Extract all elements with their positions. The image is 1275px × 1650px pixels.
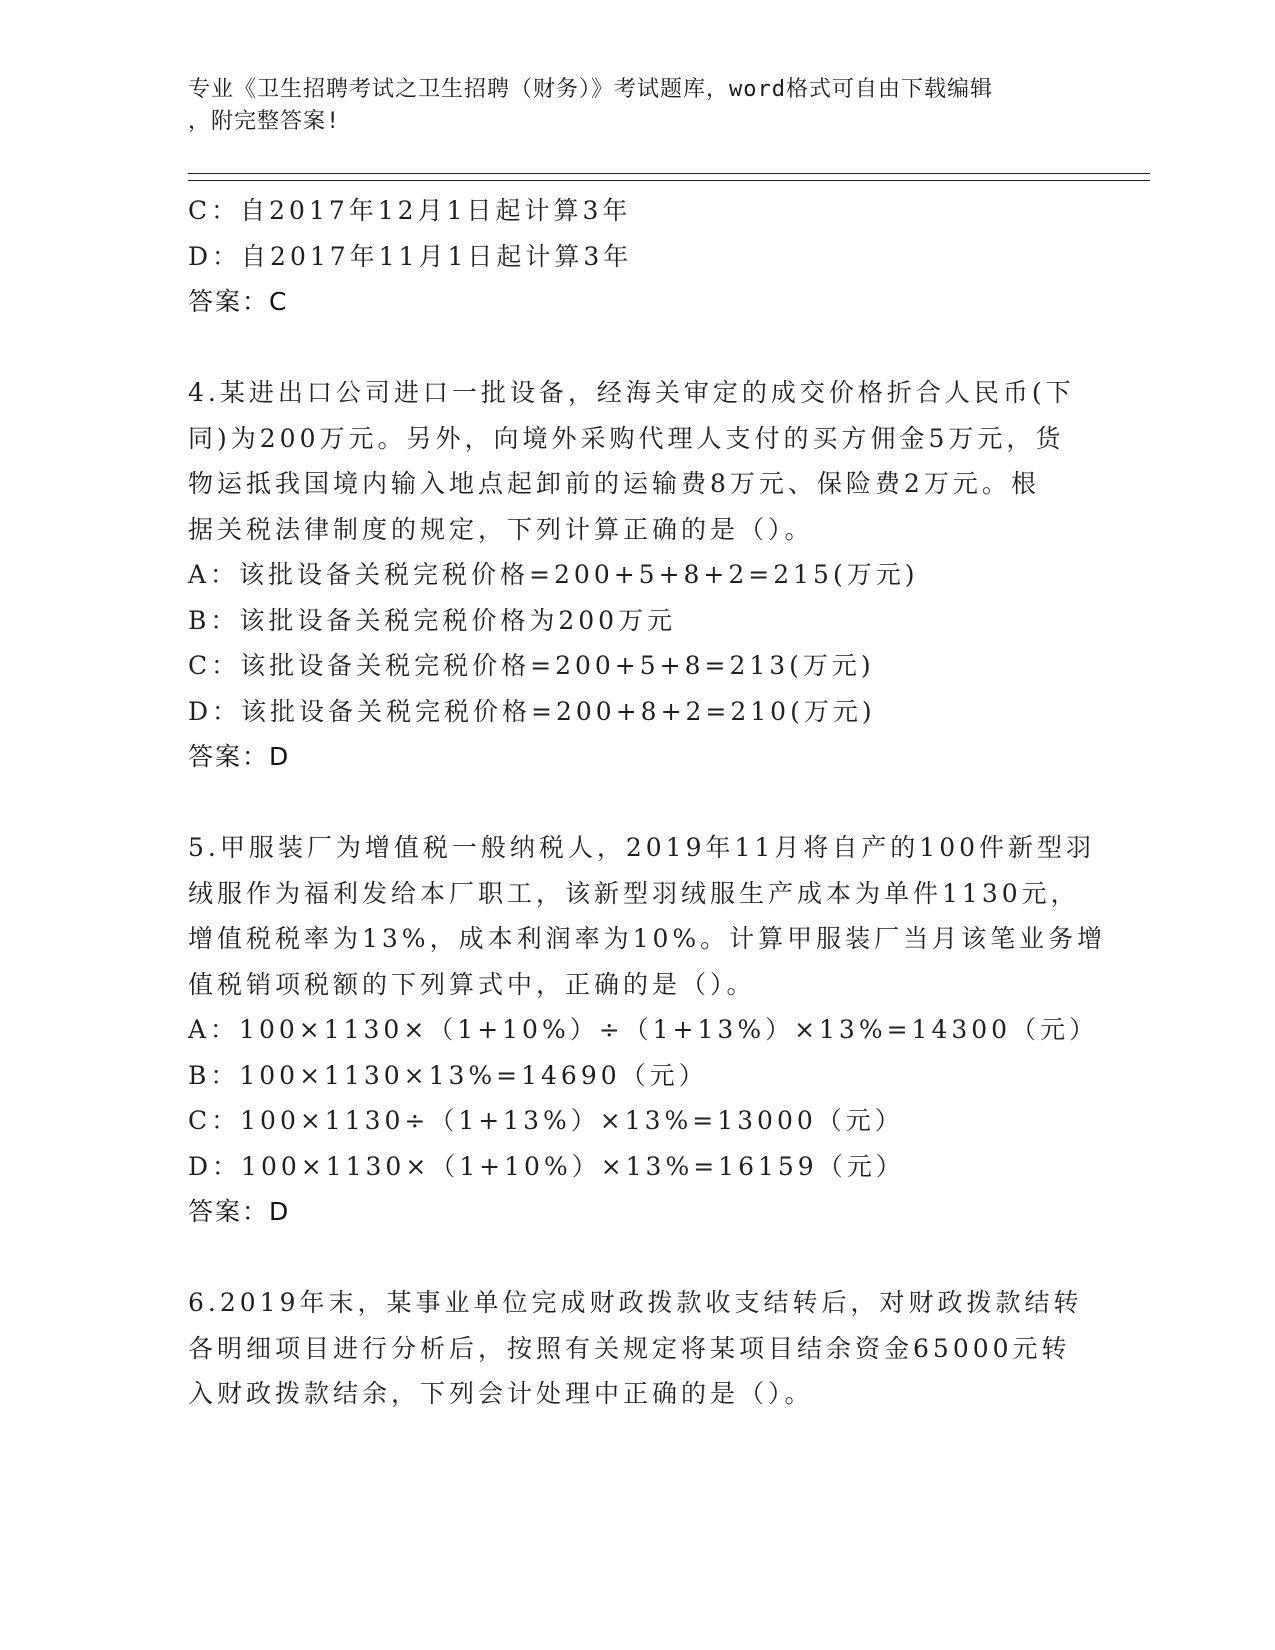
- question-5: [188, 825, 1107, 1235]
- header-divider-top: [188, 173, 1150, 174]
- option-b: B：该批设备关税完税价格为200万元: [188, 605, 677, 635]
- question-stem-line: 各明细项目进行分析后，按照有关规定将某项目结余资金65000元转: [188, 1333, 1071, 1363]
- question-stem-line: 据关税法律制度的规定，下列计算正确的是（）。: [188, 514, 814, 544]
- spacer: [188, 1235, 1088, 1281]
- option-d: D：该批设备关税完税价格=200+8+2=210(万元): [188, 696, 876, 726]
- question-6: [188, 1280, 1088, 1417]
- question-stem-line: 6.2019年末，某事业单位完成财政拨款收支结转后，对财政拨款结转: [188, 1288, 1083, 1317]
- question-stem-line: 绒服作为福利发给本厂职工，该新型羽绒服生产成本为单件1130元，: [188, 878, 1080, 908]
- answer-line: 答案：D: [188, 1197, 291, 1226]
- header-title-line-2: ，附完整答案!: [188, 109, 341, 134]
- header-title-line-1: 专业《卫生招聘考试之卫生招聘（财务）》考试题库，word格式可自由下载编辑: [188, 77, 993, 102]
- answer-line: 答案：D: [188, 742, 291, 771]
- question-stem-line: 4.某进出口公司进口一批设备，经海关审定的成交价格折合人民币(下: [188, 378, 1075, 407]
- question-3: [188, 188, 1088, 325]
- document-header: [188, 74, 1068, 138]
- option-d: D：自2017年11月1日起计算3年: [188, 241, 633, 271]
- question-4: [188, 370, 1088, 780]
- spacer: [188, 325, 1088, 371]
- question-stem-line: 增值税税率为13%，成本利润率为10%。计算甲服装厂当月该笔业务增: [188, 924, 1107, 953]
- option-c: C：100×1130÷（1+13%）×13%=13000（元）: [188, 1106, 904, 1135]
- question-content: [188, 188, 1107, 1417]
- option-c: C：自2017年12月1日起计算3年: [188, 196, 632, 225]
- question-stem-line: 5.甲服装厂为增值税一般纳税人，2019年11月将自产的100件新型羽: [188, 833, 1096, 862]
- header-divider-bottom: [188, 180, 1150, 181]
- option-b: B：100×1130×13%=14690（元）: [188, 1060, 708, 1090]
- answer-line: 答案：C: [188, 287, 289, 316]
- spacer: [188, 780, 1088, 826]
- question-stem-line: 值税销项税额的下列算式中，正确的是（）。: [188, 969, 756, 999]
- question-stem-line: 物运抵我国境内输入地点起卸前的运输费8万元、保险费2万元。根: [188, 469, 1040, 498]
- option-c: C：该批设备关税完税价格=200+5+8=213(万元): [188, 651, 875, 680]
- option-a: A：100×1130×（1+10%）÷（1+13%）×13%=14300（元）: [188, 1015, 1099, 1044]
- question-stem-line: 入财政拨款结余，下列会计处理中正确的是（）。: [188, 1379, 814, 1408]
- question-stem-line: 同)为200万元。另外，向境外采购代理人支付的买方佣金5万元，货: [188, 423, 1065, 453]
- option-a: A：该批设备关税完税价格=200+5+8+2=215(万元): [188, 560, 919, 589]
- option-d: D：100×1130×（1+10%）×13%=16159（元）: [188, 1151, 905, 1181]
